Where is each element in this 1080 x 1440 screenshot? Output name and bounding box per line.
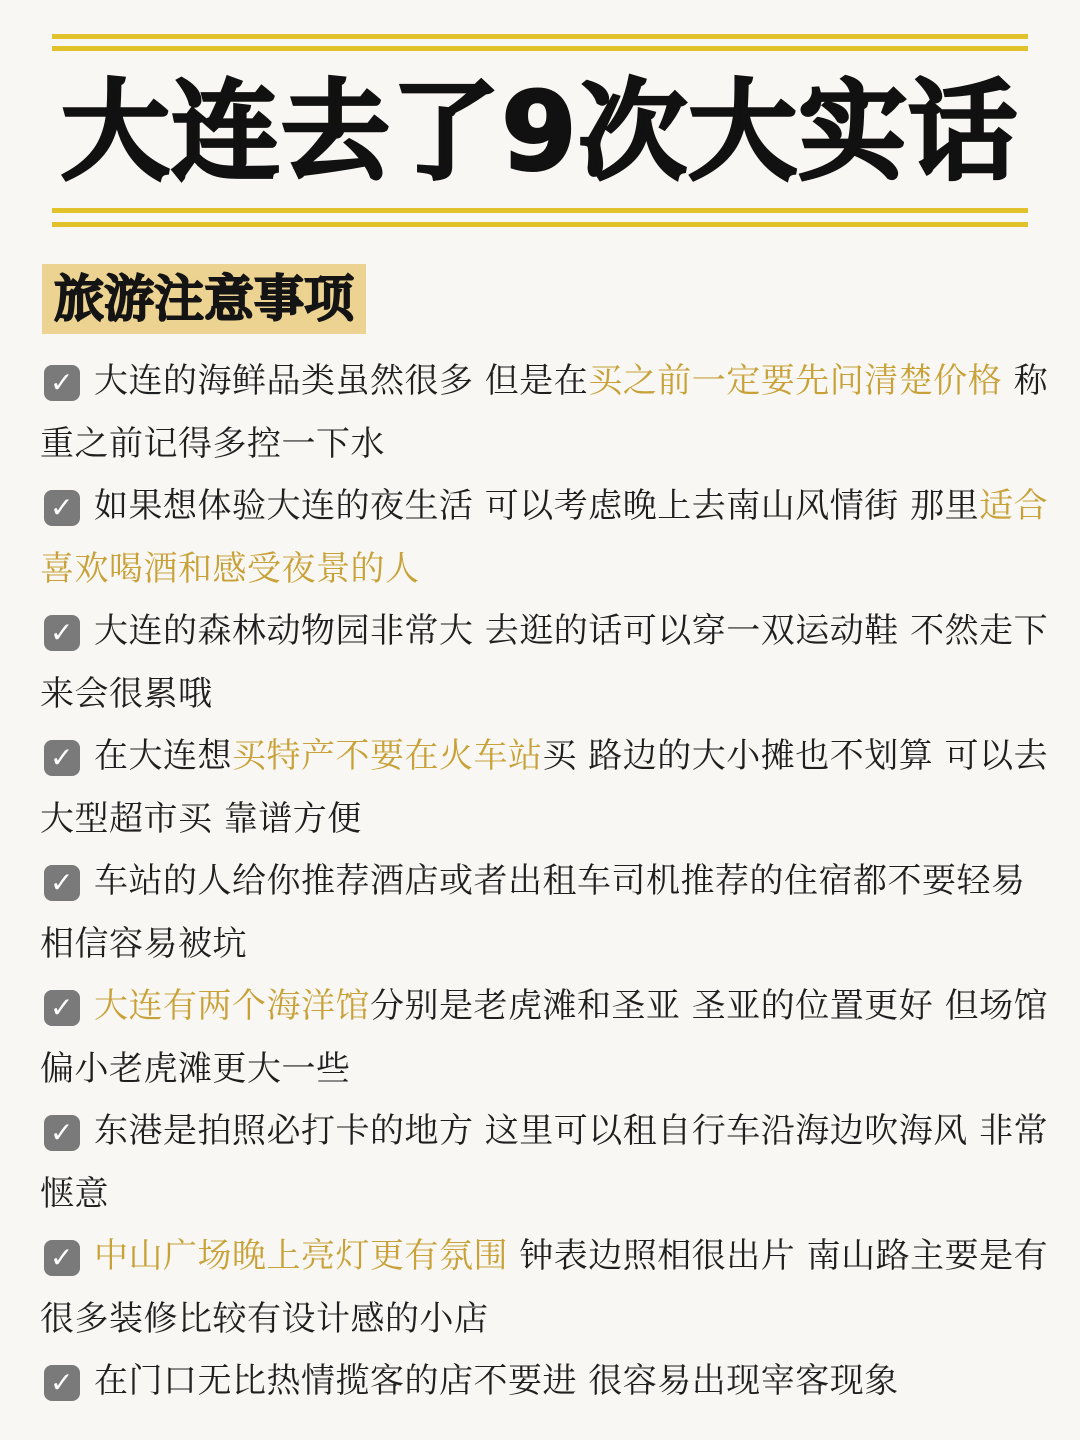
checkbox-checked-icon: ✓ [44, 1365, 80, 1401]
top-rule-outer [52, 34, 1028, 39]
tip-item [40, 725, 1050, 850]
tip-text: 分别是老虎滩和圣亚 圣亚的位置更好 但场馆偏小老虎滩更大一些 [40, 986, 1049, 1089]
tip-item [40, 350, 1050, 475]
checkbox-checked-icon: ✓ [44, 990, 80, 1026]
tip-text: 在门口无比热情揽客的店不要进 很容易出现宰客现象 [94, 1361, 899, 1401]
checkbox-checked-icon: ✓ [44, 365, 80, 401]
tip-item [40, 1100, 1050, 1225]
tip-text: 买 路边的大小摊也不划算 可以去大型超市买 靠谱方便 [40, 736, 1049, 839]
page-title: 大连去了9次大实话 [61, 70, 1019, 195]
tip-highlight: 适合喜欢喝酒和感受夜景的人 [40, 486, 1049, 589]
tip-text: 车站的人给你推荐酒店或者出租车司机推荐的住宿都不要轻易相信容易被坑 [40, 861, 1026, 964]
section-heading: 旅游注意事项 [42, 264, 366, 334]
tip-text: 钟表边照相很出片 南山路主要是有很多装修比较有设计感的小店 [40, 1236, 1049, 1339]
tip-item [40, 1350, 1050, 1413]
checkbox-checked-icon: ✓ [44, 490, 80, 526]
tip-item [40, 475, 1050, 600]
checkbox-checked-icon: ✓ [44, 740, 80, 776]
tip-highlight: 大连有两个海洋馆 [94, 986, 370, 1026]
tip-highlight: 中山广场晚上亮灯更有氛围 [94, 1236, 508, 1276]
tip-highlight: 买之前一定要先问清楚价格 [588, 361, 1003, 401]
checkbox-checked-icon: ✓ [44, 615, 80, 651]
tip-text: 称重之前记得多控一下水 [40, 361, 1049, 464]
tip-text: 大连的森林动物园非常大 去逛的话可以穿一双运动鞋 不然走下来会很累哦 [40, 611, 1049, 714]
checkbox-checked-icon: ✓ [44, 1115, 80, 1151]
bottom-rule-outer [52, 208, 1028, 213]
tip-text: 大连的海鲜品类虽然很多 但是在 [94, 361, 589, 401]
tip-text: 如果想体验大连的夜生活 可以考虑晚上去南山风情街 那里 [94, 486, 980, 526]
tip-highlight: 买特产不要在火车站 [232, 736, 543, 776]
tip-item [40, 600, 1050, 725]
tip-text: 在大连想 [94, 736, 232, 776]
tip-text: 东港是拍照必打卡的地方 这里可以租自行车沿海边吹海风 非常惬意 [40, 1111, 1049, 1214]
bottom-rule-inner [52, 222, 1028, 227]
tip-item [40, 850, 1050, 975]
tip-item [40, 975, 1050, 1100]
tip-item [40, 1225, 1050, 1350]
checkbox-checked-icon: ✓ [44, 865, 80, 901]
tips-list [40, 350, 1050, 1413]
checkbox-checked-icon: ✓ [44, 1240, 80, 1276]
top-rule-inner [52, 46, 1028, 51]
